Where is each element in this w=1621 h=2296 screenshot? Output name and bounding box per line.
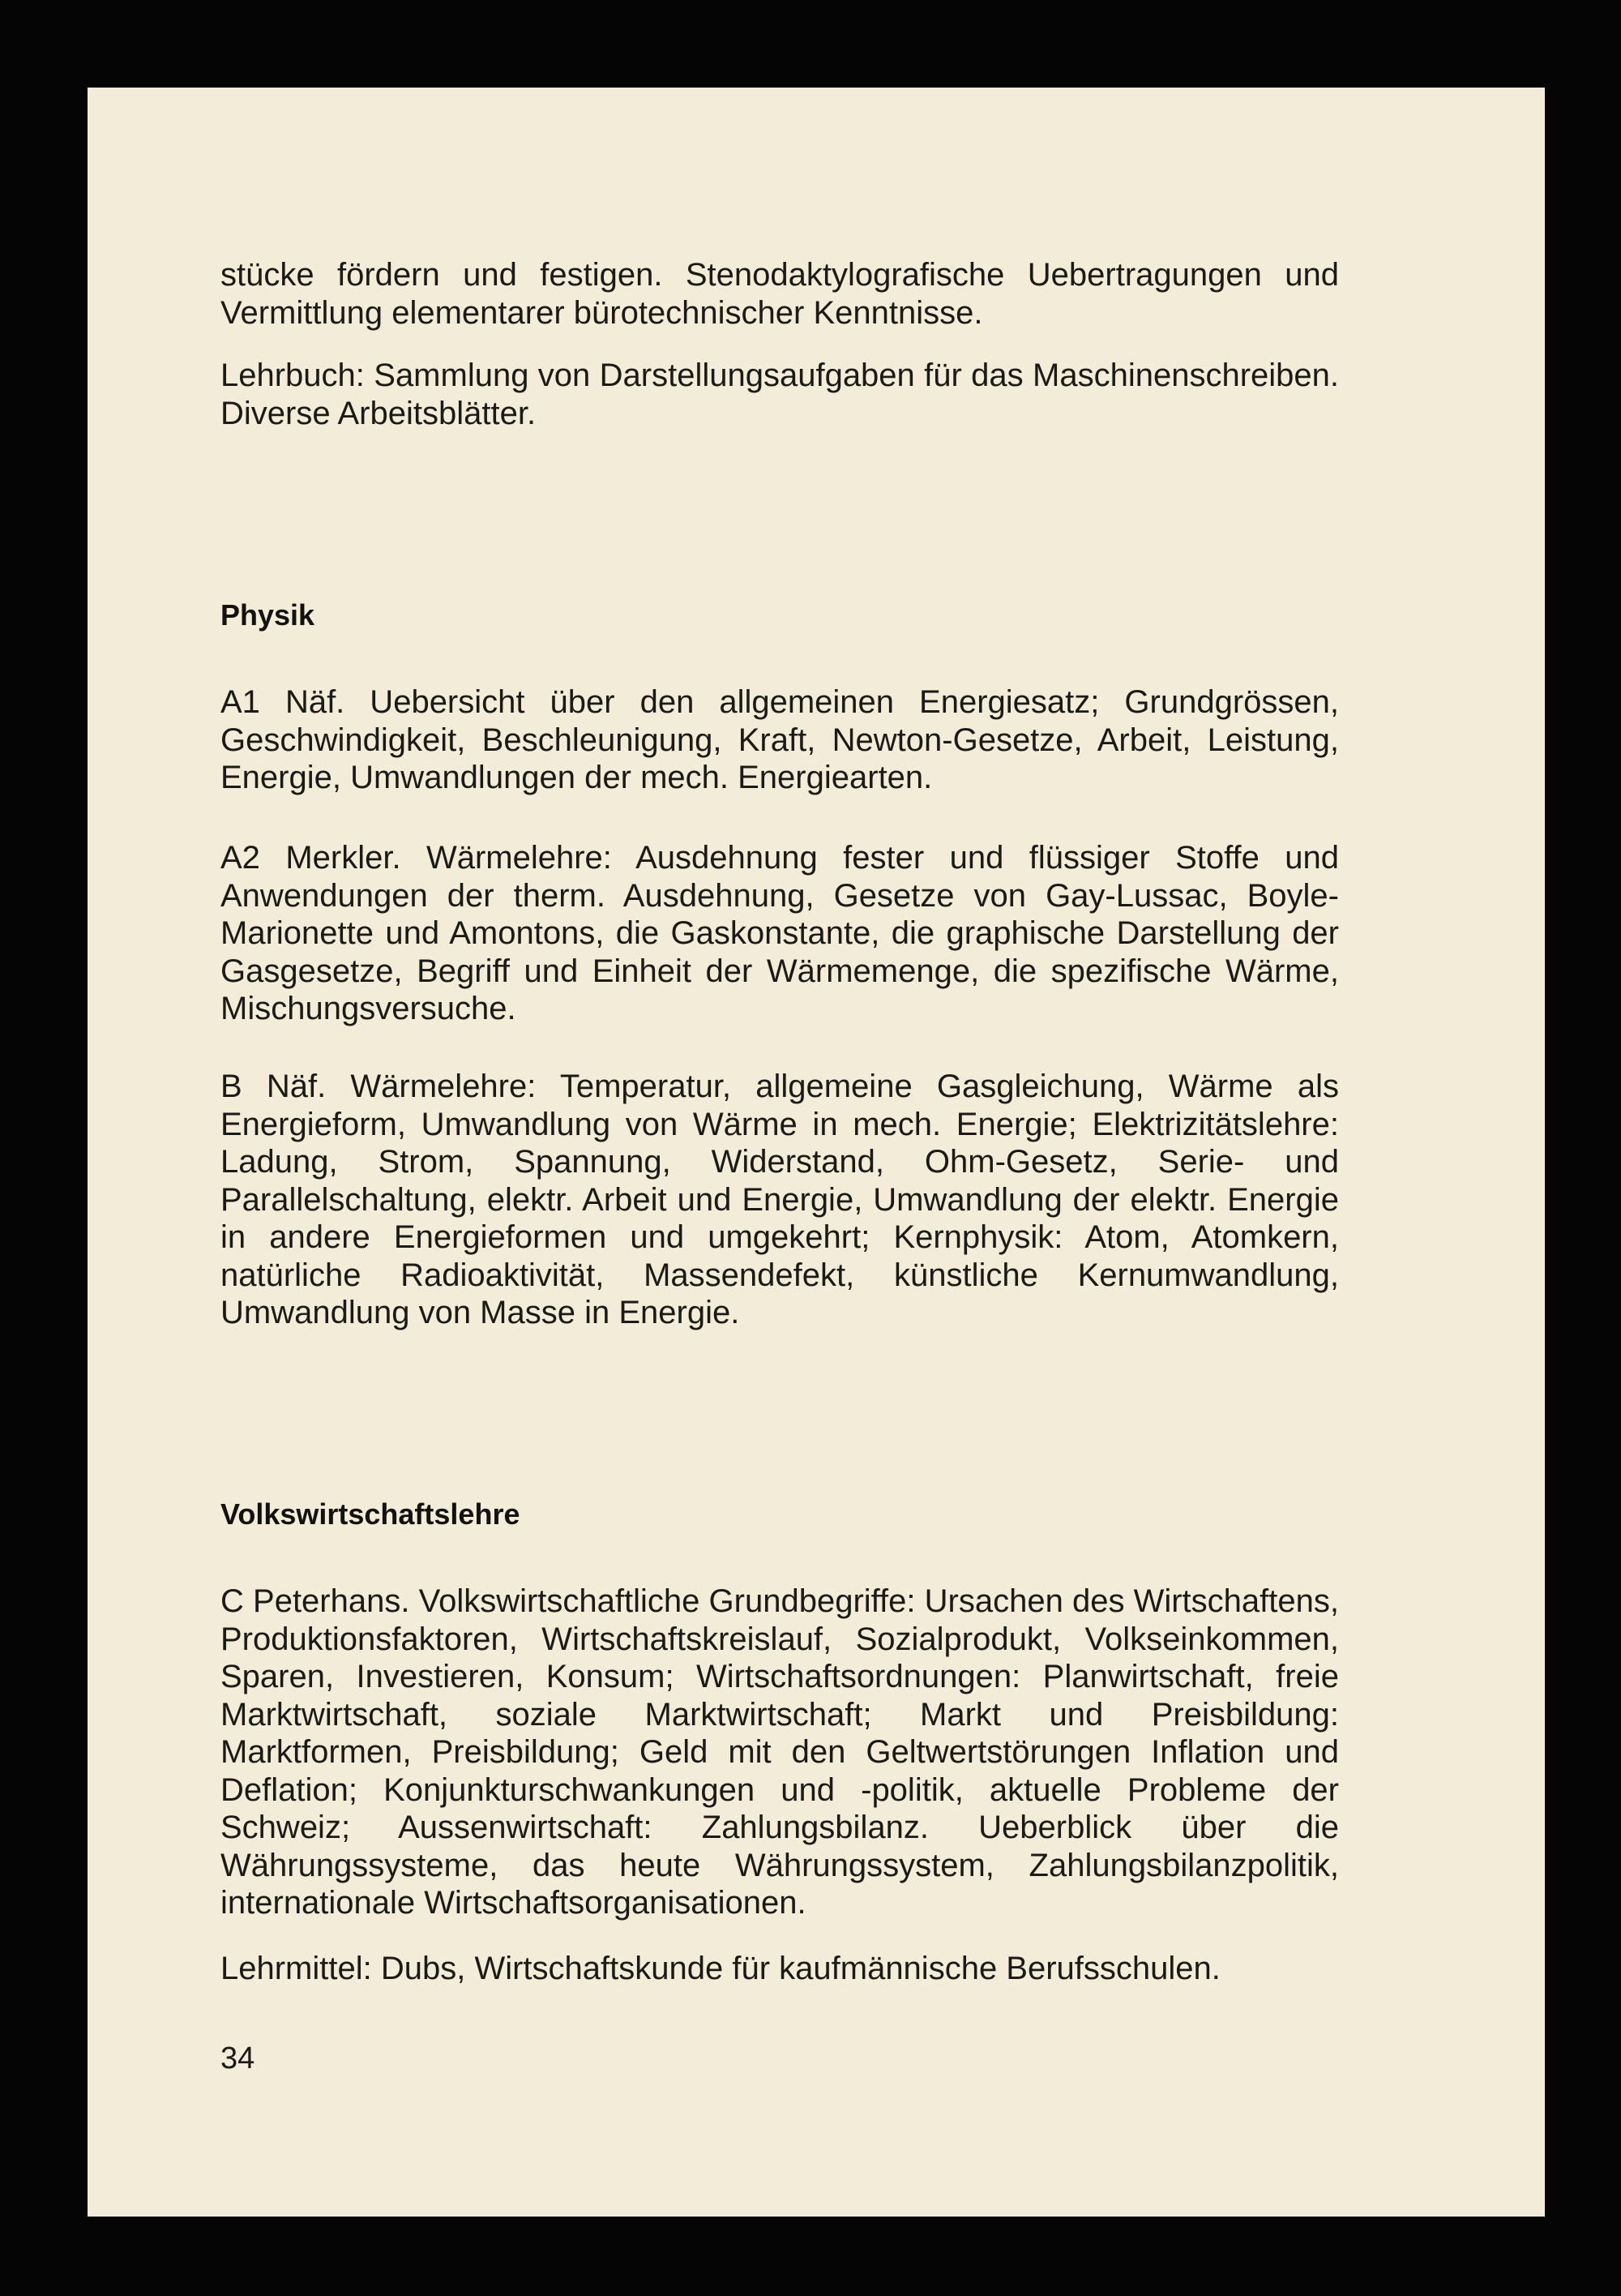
volkswirtschaftslehre-paragraph: C Peterhans. Volkswirtschaftliche Grundbegriffe: Ursachen des Wirtschaftens, Produktionsfaktoren, Wirtschaftskreislauf, Sozialprodukt, Volkseinkommen, Sparen, Investieren, Konsum; Wirtschaftsordnungen: Planwirtschaft, freie Marktwirtschaft, soziale Marktwirtschaft; Markt und Preisbildung: Marktformen, Preisbildung; Geld mit den Geltwertstörungen Inflation und Deflation; Konjunkturschwankungen und -politik, aktuelle Probleme der Schweiz; Aussenwirtschaft: Zahlungsbilanz. Ueberblick über die Währungssysteme, das heute Währungssystem, Zahlungsbilanzpolitik, internationale Wirtschaftsorganisationen. bbox=[220, 1583, 1339, 1921]
page-number: 34 bbox=[220, 2041, 255, 2075]
physik-heading: Physik bbox=[220, 598, 315, 632]
intro-paragraph: stücke fördern und festigen. Stenodaktylografische Uebertragungen und Vermittlung elementarer bürotechnischer Kenntnisse. bbox=[220, 257, 1339, 331]
physik-paragraph-a1: A1 Näf. Uebersicht über den allgemeinen Energiesatz; Grundgrössen, Geschwindigkeit, Beschleunigung, Kraft, Newton-Gesetze, Arbeit, Leistung, Energie, Umwandlungen der mech. Energiearten. bbox=[220, 684, 1339, 795]
document-page bbox=[88, 88, 1545, 2217]
lehrmittel-paragraph: Lehrmittel: Dubs, Wirtschaftskunde für kaufmännische Berufsschulen. bbox=[220, 1951, 1221, 1986]
physik-paragraph-b: B Näf. Wärmelehre: Temperatur, allgemeine Gasgleichung, Wärme als Energieform, Umwandlung von Wärme in mech. Energie; Elektrizitätslehre: Ladung, Strom, Spannung, Widerstand, Ohm-Gesetz, Serie- und Parallelschaltung, elektr. Arbeit und Energie, Umwandlung der elektr. Energie in andere Energieformen und umgekehrt; Kernphysik: Atom, Atomkern, natürliche Radioaktivität, Massendefekt, künstliche Kernumwandlung, Umwandlung von Masse in Energie. bbox=[220, 1069, 1339, 1330]
volkswirtschaftslehre-heading: Volkswirtschaftslehre bbox=[220, 1497, 520, 1531]
physik-paragraph-a2: A2 Merkler. Wärmelehre: Ausdehnung fester und flüssiger Stoffe und Anwendungen der therm. Ausdehnung, Gesetze von Gay-Lussac, Boyle-Marionette und Amontons, die Gaskonstante, die graphische Darstellung der Gasgesetze, Begriff und Einheit der Wärmemenge, die spezifische Wärme, Mischungsversuche. bbox=[220, 840, 1339, 1026]
lehrbuch-paragraph: Lehrbuch: Sammlung von Darstellungsaufgaben für das Maschinenschreiben. Diverse Arbeitsblätter. bbox=[220, 358, 1339, 431]
